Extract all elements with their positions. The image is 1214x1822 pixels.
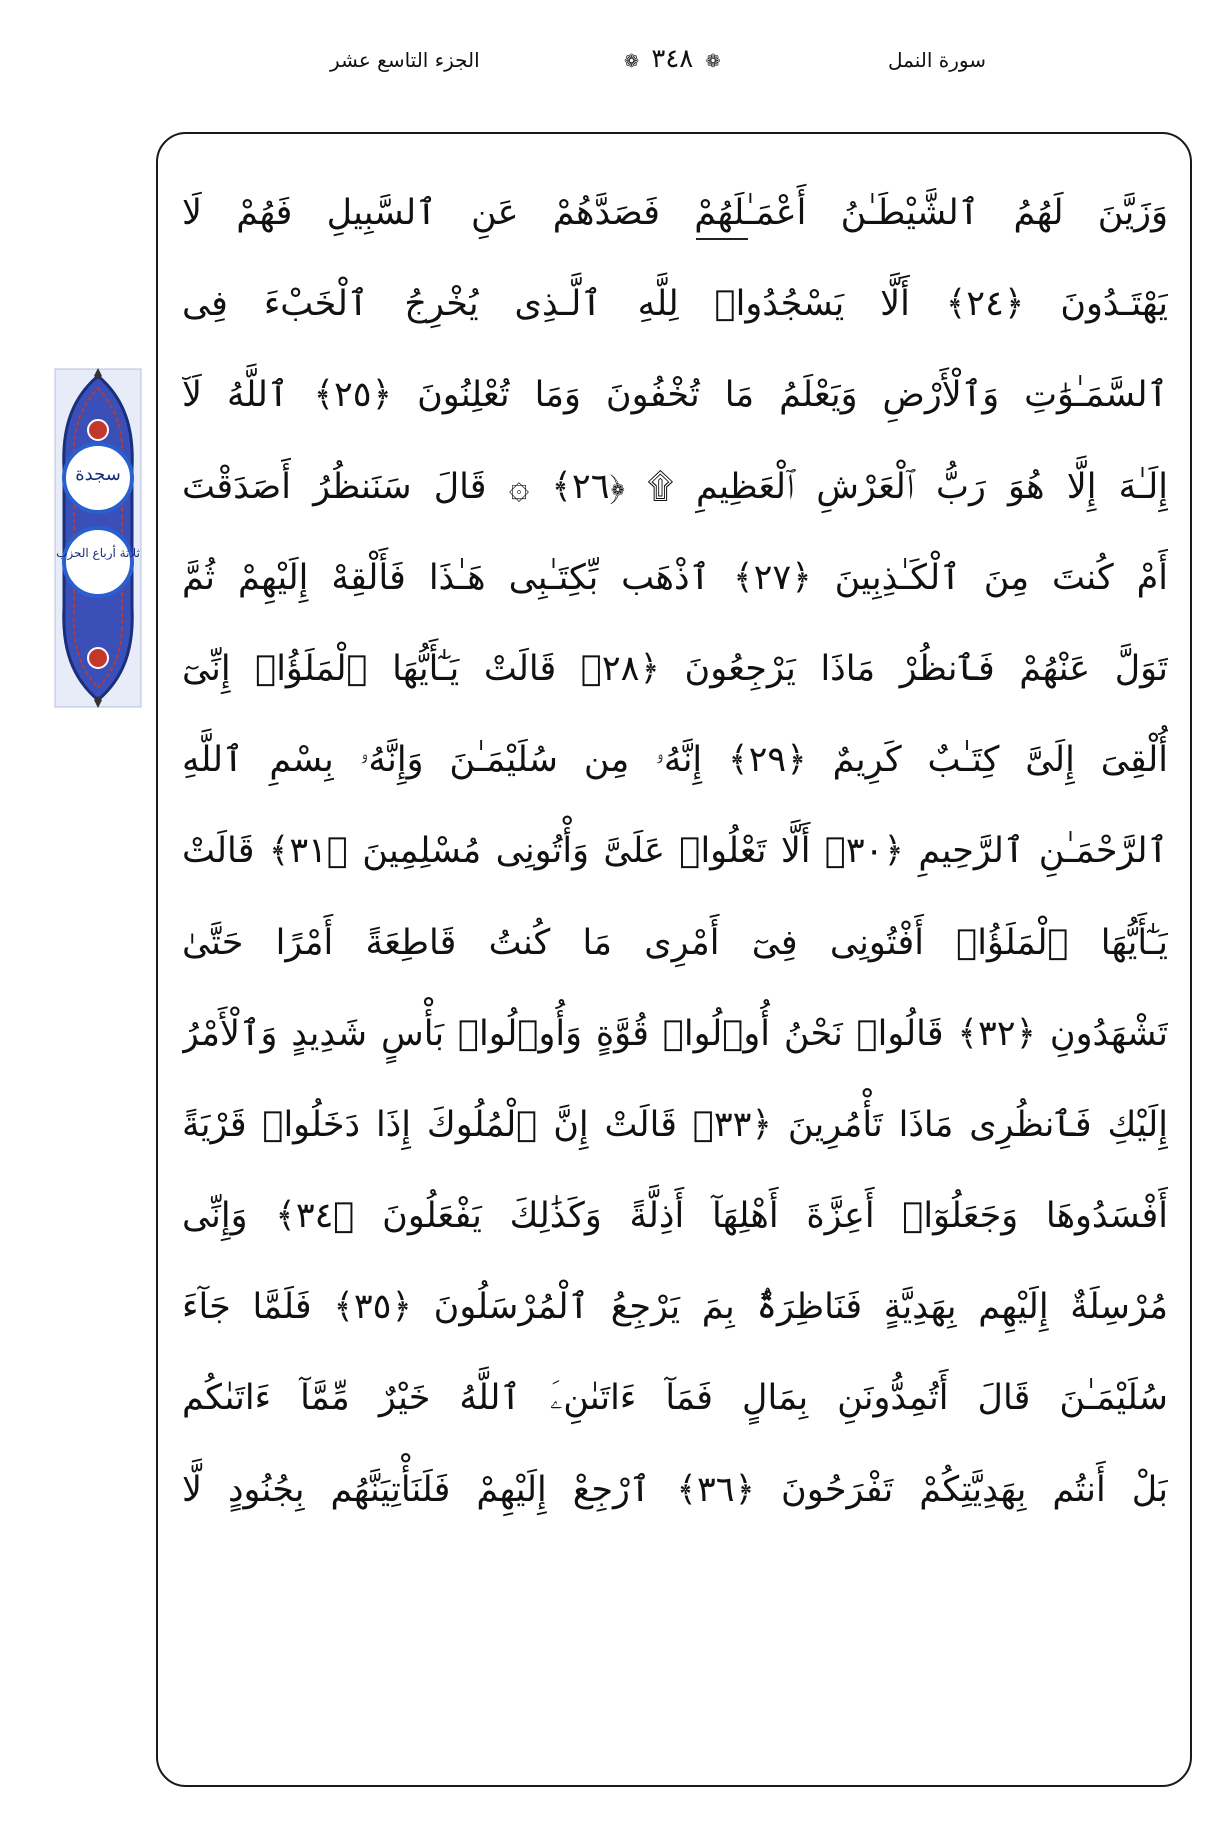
text-line: أَمْ كُنتَ مِنَ ٱلْكَـٰذِبِينَ ﴿٢٧﴾ ٱذْهَب بِّكِتَـٰبِى هَـٰذَا فَأَلْقِهْ إِلَيْهِمْ ثُمَّ bbox=[182, 557, 1168, 598]
text-line: وَزَيَّنَ لَهُمُ ٱلشَّيْطَـٰنُ أَعْمَـٰلَهُمْ فَصَدَّهُمْ عَنِ ٱلسَّبِيلِ فَهُمْ لَا bbox=[182, 193, 1168, 233]
text-line: تَشْهَدُونِ ﴿٣٢﴾ قَالُوا۟ نَحْنُ أُو۟لُوا۟ قُوَّةٍ وَأُو۟لُوا۟ بَأْسٍ شَدِيدٍ وَٱلْأَمْرُ bbox=[182, 1013, 1168, 1054]
juz-title: الجزء التاسع عشر bbox=[330, 48, 480, 72]
sajda-label: سجدة bbox=[75, 464, 121, 485]
hizb-label: ثلاثة أرباع الحزب bbox=[56, 546, 140, 560]
text-line: إِلَيْكِ فَٱنظُرِى مَاذَا تَأْمُرِينَ ﴿٣٣﴾ قَالَتْ إِنَّ ٱلْمُلُوكَ إِذَا دَخَلُوا۟ قَرْيَةً bbox=[182, 1104, 1168, 1145]
quran-text-block bbox=[182, 168, 1168, 1536]
marker-ornament-icon bbox=[54, 368, 142, 708]
text-line: سُلَيْمَـٰنَ قَالَ أَتُمِدُّونَنِ بِمَالٍ فَمَآ ءَاتَىٰنِۦَ ٱللَّهُ خَيْرٌ مِّمَّآ ءَاتَىٰكُم bbox=[182, 1378, 1168, 1419]
text-line: يَهْتَـدُونَ ﴿٢٤﴾ أَلَّا يَسْجُدُوا۟ لِلَّهِ ٱلَّـذِى يُخْرِجُ ٱلْخَبْءَ فِى bbox=[182, 284, 1168, 325]
page-header bbox=[0, 44, 1214, 94]
ornament-left-icon: ❁ bbox=[705, 51, 721, 72]
text-line: أَفْسَدُوهَا وَجَعَلُوٓا۟ أَعِزَّةَ أَهْلِهَآ أَذِلَّةً وَكَذَٰلِكَ يَفْعَلُونَ ﴿٣٤﴾ وَإِنِّى bbox=[182, 1196, 1168, 1237]
text-line: إِلَـٰهَ إِلَّا هُوَ رَبُّ ٱلْعَرْشِ ٱلْعَظِيمِ ۩ ﴿٢٦﴾ ۞ قَالَ سَنَنظُرُ أَصَدَقْتَ bbox=[182, 466, 1168, 507]
ornament-right-icon: ❁ bbox=[624, 51, 640, 72]
text-line: مُرْسِلَةٌ إِلَيْهِم بِهَدِيَّةٍ فَنَاظِرَةٌۢ بِمَ يَرْجِعُ ٱلْمُرْسَلُونَ ﴿٣٥﴾ فَلَمَّا جَآءَ bbox=[182, 1287, 1168, 1328]
text-line: بَلْ أَنتُم بِهَدِيَّتِكُمْ تَفْرَحُونَ ﴿٣٦﴾ ٱرْجِعْ إِلَيْهِمْ فَلَنَأْتِيَنَّهُم بِجُنُودٍ لَّا bbox=[182, 1469, 1168, 1510]
text-line: ٱلرَّحْمَـٰنِ ٱلرَّحِيمِ ﴿٣٠﴾ أَلَّا تَعْلُوا۟ عَلَىَّ وَأْتُونِى مُسْلِمِينَ ﴿٣١﴾ قَالَتْ bbox=[182, 831, 1168, 872]
text-line: أُلْقِىَ إِلَىَّ كِتَـٰبٌ كَرِيمٌ ﴿٢٩﴾ إِنَّهُۥ مِن سُلَيْمَـٰنَ وَإِنَّهُۥ بِسْمِ ٱللَّهِ bbox=[182, 740, 1168, 781]
text-line: ٱلسَّمَـٰوَٰتِ وَٱلْأَرْضِ وَيَعْلَمُ مَا تُخْفُونَ وَمَا تُعْلِنُونَ ﴿٢٥﴾ ٱللَّهُ لَآ bbox=[182, 375, 1168, 416]
page-number: ٣٤٨ bbox=[651, 44, 694, 74]
text-line: يَـٰٓأَيُّهَا ٱلْمَلَؤُا۟ أَفْتُونِى فِىٓ أَمْرِى مَا كُنتُ قَاطِعَةً أَمْرًا حَتَّىٰ bbox=[182, 922, 1168, 963]
page-number-group bbox=[620, 44, 725, 74]
text-line: تَوَلَّ عَنْهُمْ فَٱنظُرْ مَاذَا يَرْجِعُونَ ﴿٢٨﴾ قَالَتْ يَـٰٓأَيُّهَا ٱلْمَلَؤُا۟ إِنِّىٓ bbox=[182, 648, 1168, 689]
surah-title: سورة النمل bbox=[888, 48, 986, 72]
sajda-hizb-marker bbox=[54, 368, 142, 708]
